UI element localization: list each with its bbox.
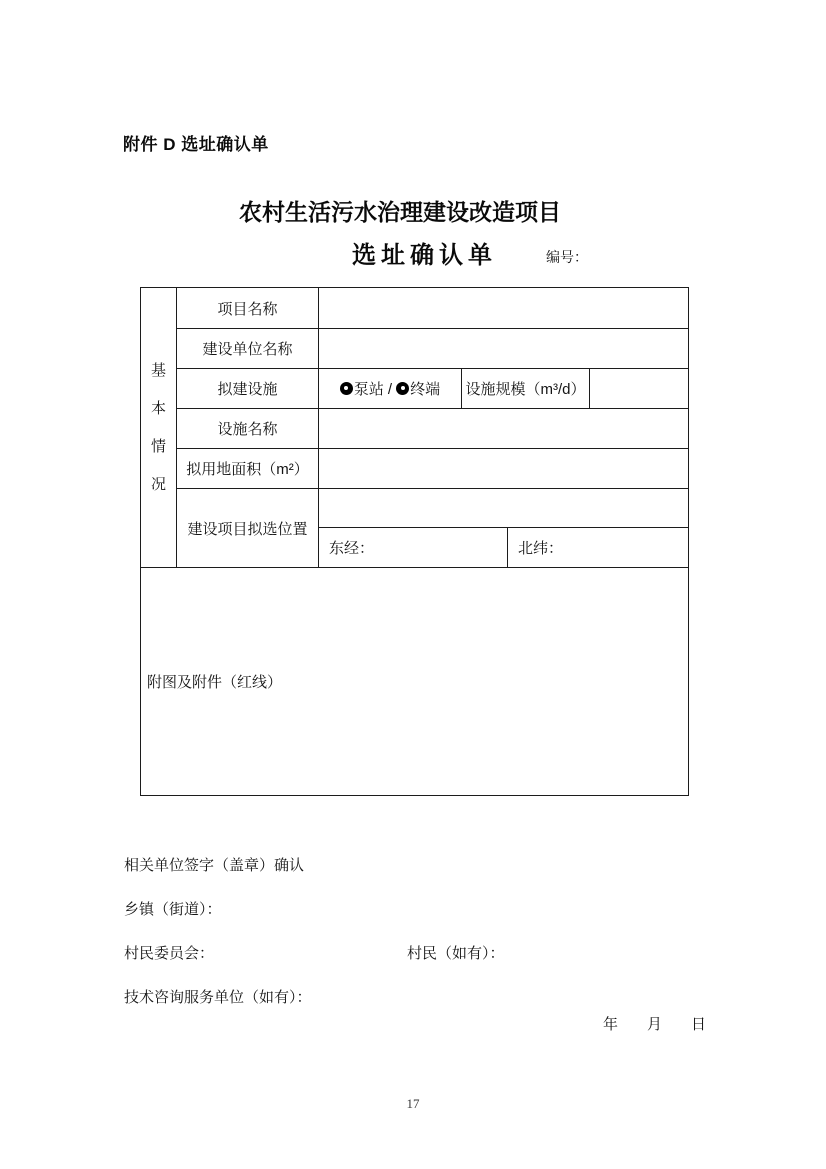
option-separator: / xyxy=(387,381,393,398)
document-title-line1: 农村生活污水治理建设改造项目 xyxy=(239,200,561,225)
builder-name-label: 建设单位名称 xyxy=(177,329,319,369)
option-terminal-label: 终端 xyxy=(410,381,441,398)
side-label-char: 基 xyxy=(150,362,166,379)
signature-village-committee-label: 村民委员会： xyxy=(124,945,215,962)
location-label: 建设项目拟选位置 xyxy=(177,489,319,568)
date-month-label: 月 xyxy=(647,1016,663,1033)
page-number: 17 xyxy=(406,1096,420,1111)
basic-info-side-label xyxy=(141,288,177,568)
table-row xyxy=(141,369,689,409)
signature-technical-service-label: 技术咨询服务单位（如有）： xyxy=(124,989,312,1006)
signature-township-label: 乡镇（街道）： xyxy=(124,901,222,918)
table-row xyxy=(141,409,689,449)
land-area-field xyxy=(319,449,689,489)
side-label-char: 况 xyxy=(150,476,166,493)
date-year-label: 年 xyxy=(603,1016,619,1033)
facility-scale-label: 设施规模（m³/d） xyxy=(462,369,590,409)
facility-scale-field xyxy=(590,369,689,409)
side-label-char: 本 xyxy=(150,400,166,417)
serial-number-label: 编号： xyxy=(546,249,588,265)
date-day-label: 日 xyxy=(691,1016,707,1033)
document-title-line2: 选址确认单 xyxy=(352,243,497,269)
option-pump-station-label: 泵站 xyxy=(353,381,384,398)
location-field xyxy=(319,489,689,528)
table-row xyxy=(141,568,689,796)
builder-name-field xyxy=(319,329,689,369)
signature-confirm-heading: 相关单位签字（盖章）确认 xyxy=(124,857,305,874)
project-name-field xyxy=(319,288,689,329)
table-row xyxy=(141,489,689,528)
table-row xyxy=(141,329,689,369)
facility-type-options xyxy=(319,369,462,409)
date-line xyxy=(603,1013,706,1034)
radio-icon xyxy=(396,382,409,395)
attachment-label: 附图及附件（红线） xyxy=(147,674,283,691)
project-name-label: 项目名称 xyxy=(177,288,319,329)
radio-icon xyxy=(340,382,353,395)
longitude-label: 东经： xyxy=(319,528,508,568)
facility-name-field xyxy=(319,409,689,449)
latitude-label: 北纬： xyxy=(508,528,689,568)
facility-type-label: 拟建设施 xyxy=(177,369,319,409)
table-row xyxy=(141,449,689,489)
land-area-label: 拟用地面积（m²） xyxy=(177,449,319,489)
attachment-cell xyxy=(141,568,689,796)
document-title-row xyxy=(352,235,497,270)
signature-villager-label: 村民（如有）： xyxy=(407,945,505,962)
facility-name-label: 设施名称 xyxy=(177,409,319,449)
table-row xyxy=(141,288,689,329)
appendix-heading: 附件 D 选址确认单 xyxy=(123,135,269,154)
site-confirmation-table xyxy=(140,287,689,796)
side-label-char: 情 xyxy=(150,438,166,455)
